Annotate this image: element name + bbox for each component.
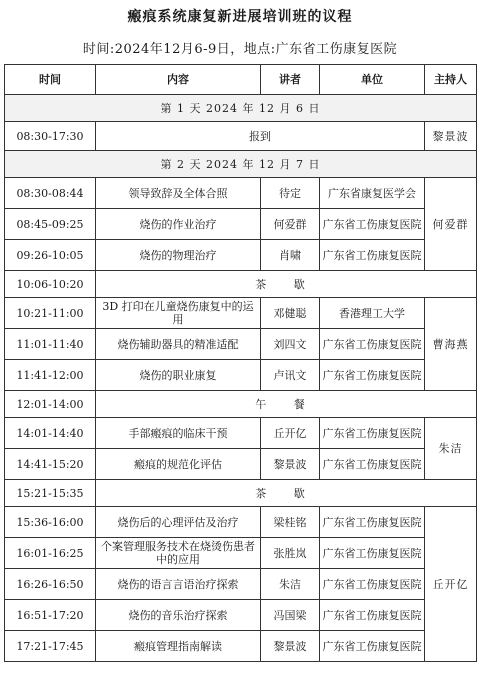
- header-unit: 单位: [320, 65, 425, 95]
- table-row: [5, 178, 477, 209]
- time-cell: 17:21-17:45: [5, 631, 96, 662]
- header-content: 内容: [96, 65, 261, 95]
- content-cell: 手部瘢痕的临床干预: [96, 418, 261, 449]
- host-cell: 曹海燕: [425, 298, 477, 391]
- time-cell: 09:26-10:05: [5, 240, 96, 271]
- speaker-cell: 冯国梁: [261, 600, 320, 631]
- time-cell: 15:21-15:35: [5, 480, 96, 507]
- time-cell: 11:41-12:00: [5, 360, 96, 391]
- time-cell: 15:36-16:00: [5, 507, 96, 538]
- break-row: [5, 391, 477, 418]
- break-row: [5, 271, 477, 298]
- time-cell: 14:41-15:20: [5, 449, 96, 480]
- table-row: [5, 122, 477, 151]
- break-label: 茶 歇: [96, 480, 477, 507]
- content-cell: 烧伤后的心理评估及治疗: [96, 507, 261, 538]
- unit-cell: 广东省工伤康复医院: [320, 569, 425, 600]
- speaker-cell: 丘开亿: [261, 418, 320, 449]
- break-row: [5, 480, 477, 507]
- time-cell: 16:51-17:20: [5, 600, 96, 631]
- speaker-cell: 肖啸: [261, 240, 320, 271]
- table-row: [5, 600, 477, 631]
- table-row: [5, 298, 477, 329]
- time-cell: 16:26-16:50: [5, 569, 96, 600]
- table-row: [5, 631, 477, 662]
- host-cell: 朱洁: [425, 418, 477, 480]
- unit-cell: 广东省工伤康复医院: [320, 631, 425, 662]
- content-cell: 瘢痕的规范化评估: [96, 449, 261, 480]
- content-cell: 报到: [96, 122, 425, 151]
- content-cell: 烧伤辅助器具的精准适配: [96, 329, 261, 360]
- speaker-cell: 邓健聪: [261, 298, 320, 329]
- content-cell: 烧伤的音乐治疗探索: [96, 600, 261, 631]
- unit-cell: 广东省工伤康复医院: [320, 209, 425, 240]
- unit-cell: 广东省工伤康复医院: [320, 449, 425, 480]
- unit-cell: 广东省工伤康复医院: [320, 538, 425, 569]
- table-header-row: [5, 65, 477, 95]
- table-row: [5, 329, 477, 360]
- time-cell: 08:30-17:30: [5, 122, 96, 151]
- speaker-cell: 张胜岚: [261, 538, 320, 569]
- host-cell: 丘开亿: [425, 507, 477, 662]
- content-cell: 烧伤的物理治疗: [96, 240, 261, 271]
- day-2-row: [5, 151, 477, 178]
- speaker-cell: 卢讯文: [261, 360, 320, 391]
- content-cell: 烧伤的语言言语治疗探索: [96, 569, 261, 600]
- speaker-cell: 黎景波: [261, 449, 320, 480]
- speaker-cell: 梁桂铭: [261, 507, 320, 538]
- unit-cell: 广东省工伤康复医院: [320, 360, 425, 391]
- host-cell: 黎景波: [425, 122, 477, 151]
- unit-cell: 广东省工伤康复医院: [320, 240, 425, 271]
- header-time: 时间: [5, 65, 96, 95]
- unit-cell: 广东省工伤康复医院: [320, 600, 425, 631]
- speaker-cell: 待定: [261, 178, 320, 209]
- time-cell: 08:45-09:25: [5, 209, 96, 240]
- table-row: [5, 209, 477, 240]
- speaker-cell: 何爱群: [261, 209, 320, 240]
- content-cell: 烧伤的职业康复: [96, 360, 261, 391]
- break-label: 茶 歇: [96, 271, 477, 298]
- header-host: 主持人: [425, 65, 477, 95]
- table-row: [5, 418, 477, 449]
- content-cell: 领导致辞及全体合照: [96, 178, 261, 209]
- unit-cell: 广东省康复医学会: [320, 178, 425, 209]
- time-cell: 10:06-10:20: [5, 271, 96, 298]
- time-cell: 11:01-11:40: [5, 329, 96, 360]
- host-cell: 何爱群: [425, 178, 477, 271]
- content-cell: 烧伤的作业治疗: [96, 209, 261, 240]
- time-cell: 10:21-11:00: [5, 298, 96, 329]
- table-row: [5, 538, 477, 569]
- content-cell: 个案管理服务技术在烧烫伤患者中的应用: [96, 538, 261, 569]
- table-row: [5, 240, 477, 271]
- table-row: [5, 449, 477, 480]
- table-row: [5, 507, 477, 538]
- speaker-cell: 朱洁: [261, 569, 320, 600]
- unit-cell: 广东省工伤康复医院: [320, 418, 425, 449]
- table-row: [5, 569, 477, 600]
- header-speaker: 讲者: [261, 65, 320, 95]
- unit-cell: 广东省工伤康复医院: [320, 507, 425, 538]
- content-cell: 3D 打印在儿童烧伤康复中的运用: [96, 298, 261, 329]
- day-2-label: 第 2 天 2024 年 12 月 7 日: [5, 151, 477, 178]
- document-title: 瘢痕系统康复新进展培训班的议程: [127, 9, 353, 25]
- table-row: [5, 360, 477, 391]
- unit-cell: 广东省工伤康复医院: [320, 329, 425, 360]
- time-cell: 12:01-14:00: [5, 391, 96, 418]
- content-cell: 瘢痕管理指南解读: [96, 631, 261, 662]
- time-cell: 08:30-08:44: [5, 178, 96, 209]
- day-1-label: 第 1 天 2024 年 12 月 6 日: [5, 95, 477, 122]
- unit-cell: 香港理工大学: [320, 298, 425, 329]
- lunch-label: 午 餐: [96, 391, 477, 418]
- day-1-row: [5, 95, 477, 122]
- speaker-cell: 黎景波: [261, 631, 320, 662]
- document-subtitle: 时间:2024年12月6-9日，地点:广东省工伤康复医院: [82, 42, 398, 57]
- speaker-cell: 刘四文: [261, 329, 320, 360]
- agenda-table: [4, 64, 477, 662]
- time-cell: 16:01-16:25: [5, 538, 96, 569]
- time-cell: 14:01-14:40: [5, 418, 96, 449]
